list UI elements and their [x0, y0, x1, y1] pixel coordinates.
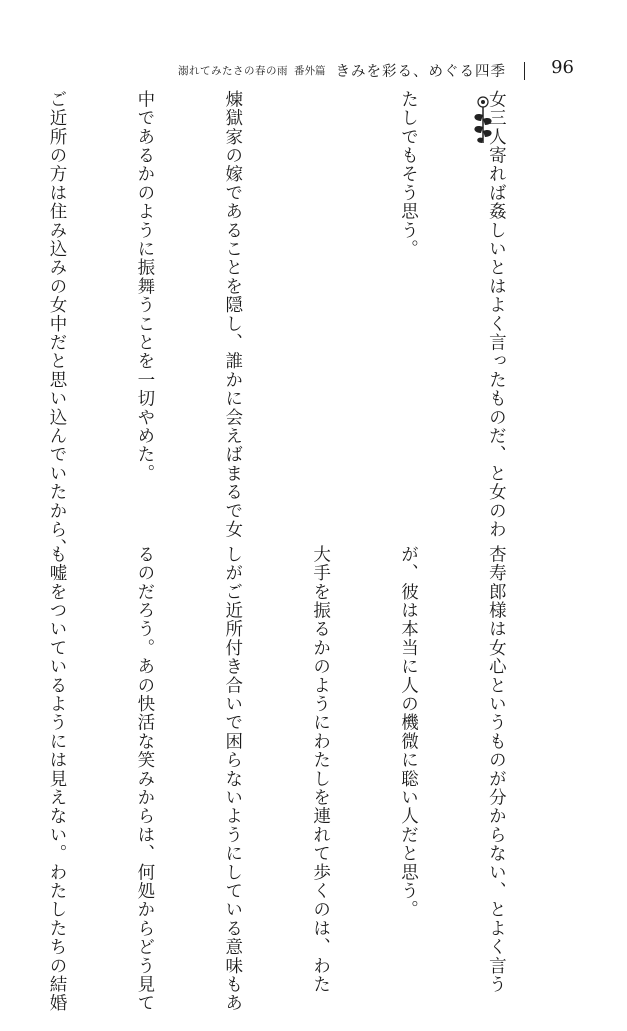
running-header [178, 60, 541, 81]
text-column: 中であるかのように振舞うことを一切やめた。 [134, 90, 155, 483]
text-column: 大手を振るかのようにわたしを連れて歩くのは、わた [310, 545, 331, 994]
text-column: たしでもそう思う。 [398, 90, 419, 259]
header-divider [524, 62, 525, 80]
text-column: るのだろう。あの快活な笑みからは、何処からどう見て [134, 545, 155, 1013]
text-column: 女三人寄れば姦しいとはよく言ったものだ、と女のわ [486, 90, 507, 539]
text-block-top [46, 90, 569, 558]
text-column: 煉獄家の嫁であることを隠し、誰かに会えばまるで女 [222, 90, 243, 539]
text-block-bottom [46, 545, 569, 1013]
text-column: 杏寿郎様は女心というものが分からない、とよく言う [486, 545, 507, 994]
text-column: が、彼は本当に人の機微に聡い人だと思う。 [398, 545, 419, 919]
text-column: しがご近所付き合いで困らないようにしている意味もあ [222, 545, 243, 1013]
chapter-title: きみを彩る、めぐる四季 [335, 64, 506, 80]
text-column: ご近所の方は住み込みの女中だと思い込んでいたから、 [46, 90, 67, 558]
series-title: 溺れてみたさの春の雨 [178, 65, 288, 77]
page-number: 96 [551, 57, 574, 78]
volume-label: 番外篇 [294, 65, 326, 77]
text-column: も嘘をついているようには見えない。わたしたちの結婚 [46, 545, 67, 1013]
text-column [305, 90, 334, 510]
